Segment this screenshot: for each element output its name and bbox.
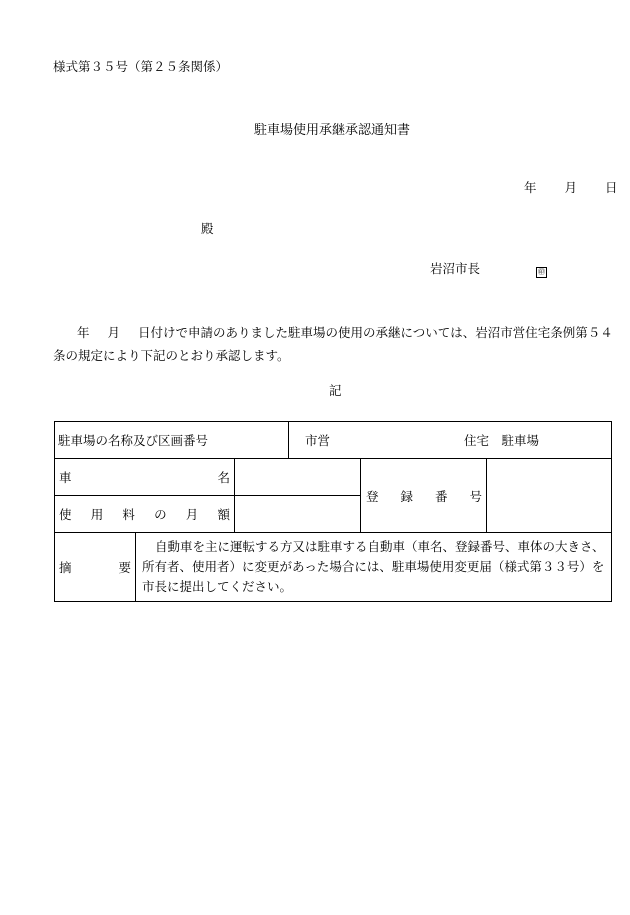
car-name-value	[235, 459, 361, 496]
registration-label-char: 録	[400, 488, 414, 504]
date-month-label: 月	[564, 180, 578, 195]
registration-label	[361, 459, 487, 533]
date-line	[524, 182, 618, 195]
parking-name-label: 駐車場の名称及び区画番号	[55, 422, 289, 459]
issuer-name: 岩沼市長	[430, 261, 481, 276]
body-year-label: 年	[77, 325, 90, 340]
registration-label-char: 登	[366, 488, 379, 504]
registration-value	[487, 459, 612, 533]
remarks-label	[55, 533, 136, 602]
date-day-label: 日	[605, 180, 618, 195]
remarks-body: 自動車を主に運転する方又は駐車する自動車（車名、登録番号、車体の大きさ、所有者、使用者）に変更があった場合には、駐車場使用変更届（様式第３３号）を市長に提出してください。	[142, 539, 605, 594]
remarks-label-char: 要	[118, 560, 131, 575]
fee-label-char: 月	[185, 507, 199, 522]
body-text: 日付けで申請のありました駐車場の使用の承継については、岩沼市営住宅条例第５４条の規定により下記のとおり承認します。	[53, 325, 613, 363]
addressee-suffix: 殿	[201, 221, 214, 236]
car-name-label	[55, 459, 235, 496]
fee-label-char: 料	[122, 507, 135, 522]
issuer	[430, 263, 547, 277]
parking-name-value	[289, 422, 612, 459]
date-year-label: 年	[524, 180, 537, 195]
car-name-label-char: 車	[59, 470, 72, 485]
registration-label-char: 号	[469, 488, 482, 504]
parking-suffix: 住宅 駐車場	[464, 433, 540, 448]
fee-label	[55, 496, 235, 533]
remarks-label-char: 摘	[59, 560, 72, 575]
form-number: 様式第３５号（第２５条関係）	[53, 59, 229, 74]
fee-label-char: 使	[59, 507, 72, 522]
car-name-label-char: 名	[217, 470, 230, 485]
parking-info-table	[54, 421, 612, 602]
car-name-row	[55, 459, 612, 496]
fee-value	[235, 496, 361, 533]
parking-name-row	[55, 422, 612, 459]
body-month-label: 月	[107, 325, 121, 340]
remarks-text	[136, 533, 612, 602]
registration-label-char: 番	[435, 488, 448, 504]
ki-label: 記	[329, 383, 342, 398]
fee-label-char: の	[154, 507, 167, 522]
seal-icon: ㊞	[538, 268, 546, 276]
fee-label-char: 用	[90, 507, 104, 522]
remarks-row	[55, 533, 612, 602]
parking-prefix: 市営	[305, 433, 331, 448]
fee-label-char: 額	[217, 507, 230, 522]
notice-body	[53, 321, 621, 367]
document-title: 駐車場使用承継承認通知書	[254, 123, 411, 138]
